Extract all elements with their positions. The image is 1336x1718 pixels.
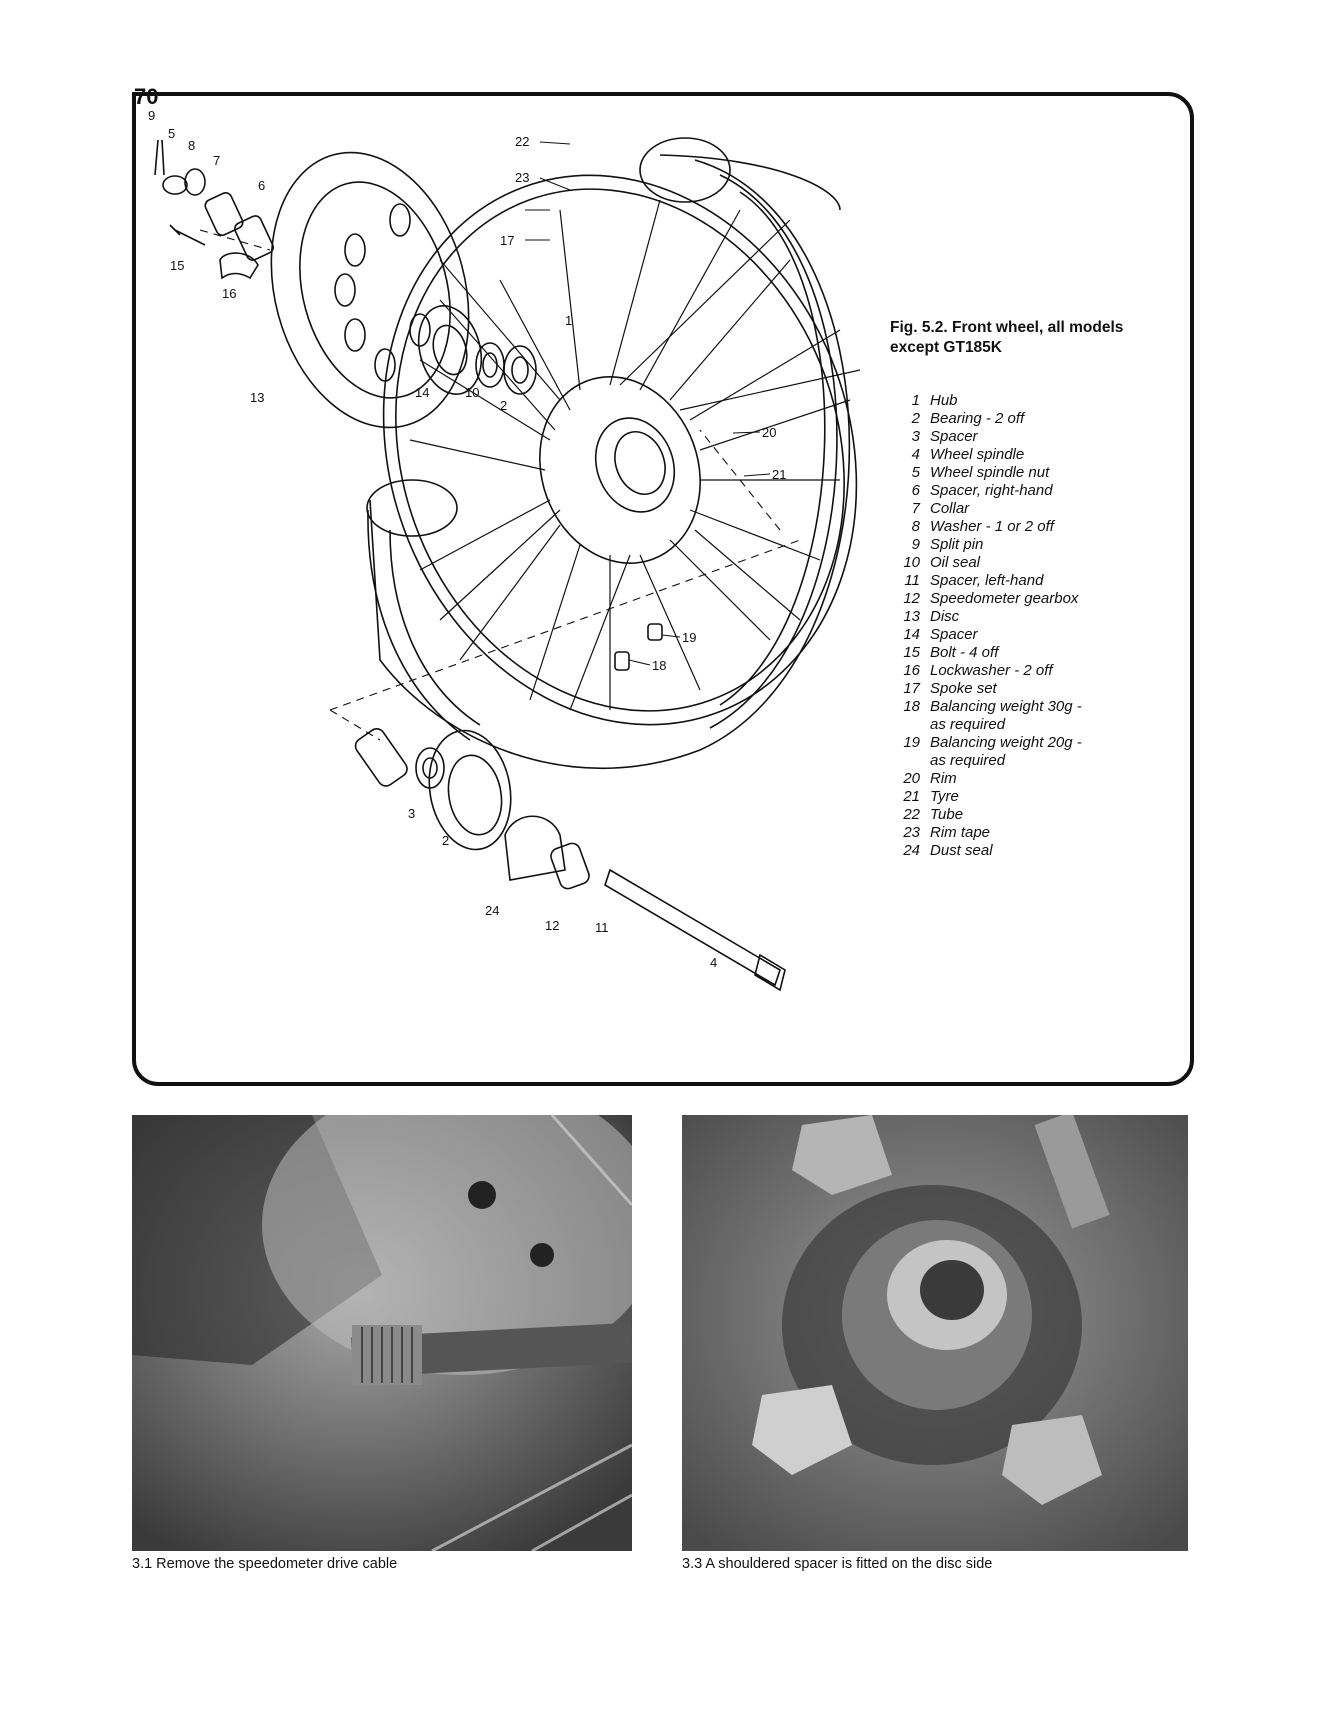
part-row xyxy=(890,842,1180,860)
part-description: Dust seal xyxy=(930,842,993,859)
callout-2-bottom: 2 xyxy=(442,833,450,848)
part-row xyxy=(890,392,1180,410)
photo-shouldered-spacer-image xyxy=(682,1115,1188,1551)
part-row xyxy=(890,626,1180,644)
part-number: 5 xyxy=(911,464,920,481)
part-description: Tyre xyxy=(930,788,959,805)
photo-caption-left: 3.1 Remove the speedometer drive cable xyxy=(132,1556,398,1572)
hub xyxy=(514,354,726,586)
part-number: 7 xyxy=(911,500,920,517)
part-row xyxy=(890,734,1180,752)
part-description: as required xyxy=(930,716,1006,733)
callout-3: 3 xyxy=(408,806,416,821)
part-row xyxy=(890,572,1180,590)
callout-2-top: 2 xyxy=(500,398,508,413)
front-wheel-exploded-diagram xyxy=(140,100,900,1080)
photo-speedometer-cable-image xyxy=(132,1115,632,1551)
part-row xyxy=(890,590,1180,608)
part-description: Washer - 1 or 2 off xyxy=(930,518,1054,535)
callout-16: 16 xyxy=(222,286,237,301)
collar xyxy=(203,191,244,237)
callout-5: 5 xyxy=(168,126,176,141)
lockwasher xyxy=(220,253,258,278)
tyre-bottom-end xyxy=(367,480,457,536)
part-row xyxy=(890,410,1180,428)
spacer-3 xyxy=(352,726,410,789)
part-number: 15 xyxy=(903,644,920,661)
spacer-11 xyxy=(549,841,592,891)
figure-caption-block xyxy=(890,318,1180,860)
callout-19: 19 xyxy=(682,630,697,645)
part-number: 13 xyxy=(903,608,920,625)
part-description: as required xyxy=(930,752,1006,769)
part-number: 8 xyxy=(911,518,920,535)
part-row xyxy=(890,716,1180,734)
washer xyxy=(185,169,205,195)
part-row xyxy=(890,518,1180,536)
callout-14: 14 xyxy=(415,385,430,400)
callout-6: 6 xyxy=(258,178,266,193)
part-row xyxy=(890,806,1180,824)
bolt xyxy=(170,225,205,245)
part-description: Tube xyxy=(930,806,964,823)
part-description: Collar xyxy=(930,500,970,517)
tyre-top-end xyxy=(640,138,730,202)
part-number: 17 xyxy=(903,680,920,697)
part-row xyxy=(890,662,1180,680)
part-row xyxy=(890,788,1180,806)
spokes xyxy=(410,200,860,710)
part-description: Spacer xyxy=(930,626,978,643)
part-description: Hub xyxy=(930,392,958,409)
callout-15: 15 xyxy=(170,258,185,273)
callout-1: 1 xyxy=(565,313,573,328)
part-description: Spoke set xyxy=(930,680,997,697)
part-number: 20 xyxy=(903,770,920,787)
parts-list xyxy=(890,392,1180,860)
part-number: 22 xyxy=(903,806,920,823)
photo-speedometer-cable xyxy=(132,1115,632,1551)
brake-disc xyxy=(242,130,498,450)
callout-21: 21 xyxy=(772,467,787,482)
part-number: 6 xyxy=(911,482,920,499)
part-number: 18 xyxy=(903,698,920,715)
callout-23: 23 xyxy=(515,170,530,185)
part-row xyxy=(890,464,1180,482)
part-number: 24 xyxy=(903,842,920,859)
part-description: Wheel spindle nut xyxy=(930,464,1050,481)
part-row xyxy=(890,428,1180,446)
callout-22: 22 xyxy=(515,134,530,149)
part-description: Bearing - 2 off xyxy=(930,410,1025,427)
figure-title-line-1: Fig. 5.2. Front wheel, all models xyxy=(890,319,1124,336)
callout-12: 12 xyxy=(545,918,560,933)
part-number: 12 xyxy=(903,590,920,607)
part-number: 3 xyxy=(911,428,920,445)
callout-9: 9 xyxy=(148,108,156,123)
part-number: 16 xyxy=(903,662,920,679)
part-number: 14 xyxy=(903,626,920,643)
part-description: Rim xyxy=(930,770,957,787)
callout-20: 20 xyxy=(762,425,777,440)
part-row xyxy=(890,446,1180,464)
callout-24: 24 xyxy=(485,903,500,918)
part-number: 2 xyxy=(911,410,920,427)
photo-shouldered-spacer xyxy=(682,1115,1188,1551)
balancing-weight-19 xyxy=(648,624,662,640)
part-number xyxy=(890,716,930,734)
part-description: Wheel spindle xyxy=(930,446,1025,463)
callout-8: 8 xyxy=(188,138,196,153)
part-description: Oil seal xyxy=(930,554,981,571)
part-row xyxy=(890,770,1180,788)
part-description: Lockwasher - 2 off xyxy=(930,662,1053,679)
part-number: 10 xyxy=(903,554,920,571)
part-number: 1 xyxy=(911,392,920,409)
part-row xyxy=(890,752,1180,770)
part-number: 19 xyxy=(903,734,920,751)
part-row xyxy=(890,536,1180,554)
part-number: 9 xyxy=(911,536,920,553)
balancing-weight-18 xyxy=(615,652,629,670)
part-number xyxy=(890,752,930,770)
part-description: Spacer, left-hand xyxy=(930,572,1044,589)
part-row xyxy=(890,698,1180,716)
part-number: 23 xyxy=(903,824,920,841)
part-description: Balancing weight 20g - xyxy=(930,734,1082,751)
callout-18: 18 xyxy=(652,658,667,673)
split-pin xyxy=(155,140,164,175)
photo-caption-right: 3.3 A shouldered spacer is fitted on the disc side xyxy=(682,1556,993,1572)
part-number: 21 xyxy=(903,788,920,805)
callout-7: 7 xyxy=(213,153,221,168)
part-number: 4 xyxy=(911,446,920,463)
part-row xyxy=(890,608,1180,626)
part-description: Disc xyxy=(930,608,960,625)
part-row xyxy=(890,680,1180,698)
part-row xyxy=(890,644,1180,662)
part-description: Rim tape xyxy=(930,824,991,841)
spacer-right xyxy=(233,214,275,262)
figure-title-line-2: except GT185K xyxy=(890,339,1002,356)
callout-10: 10 xyxy=(465,385,480,400)
part-row xyxy=(890,500,1180,518)
part-row xyxy=(890,554,1180,572)
callout-17: 17 xyxy=(500,233,515,248)
part-row xyxy=(890,824,1180,842)
part-description: Split pin xyxy=(930,536,984,553)
part-description: Balancing weight 30g - xyxy=(930,698,1082,715)
part-row xyxy=(890,482,1180,500)
part-description: Bolt - 4 off xyxy=(930,644,999,661)
callout-11: 11 xyxy=(595,920,609,935)
figure-title xyxy=(890,318,1180,358)
callout-4: 4 xyxy=(710,955,718,970)
callout-13: 13 xyxy=(250,390,265,405)
part-description: Spacer xyxy=(930,428,978,445)
page-number: 70 xyxy=(134,84,159,109)
wheel-spindle xyxy=(605,870,785,990)
part-number: 11 xyxy=(904,572,920,589)
spindle-nut xyxy=(163,176,187,194)
part-description: Speedometer gearbox xyxy=(930,590,1079,607)
part-description: Spacer, right-hand xyxy=(930,482,1053,499)
